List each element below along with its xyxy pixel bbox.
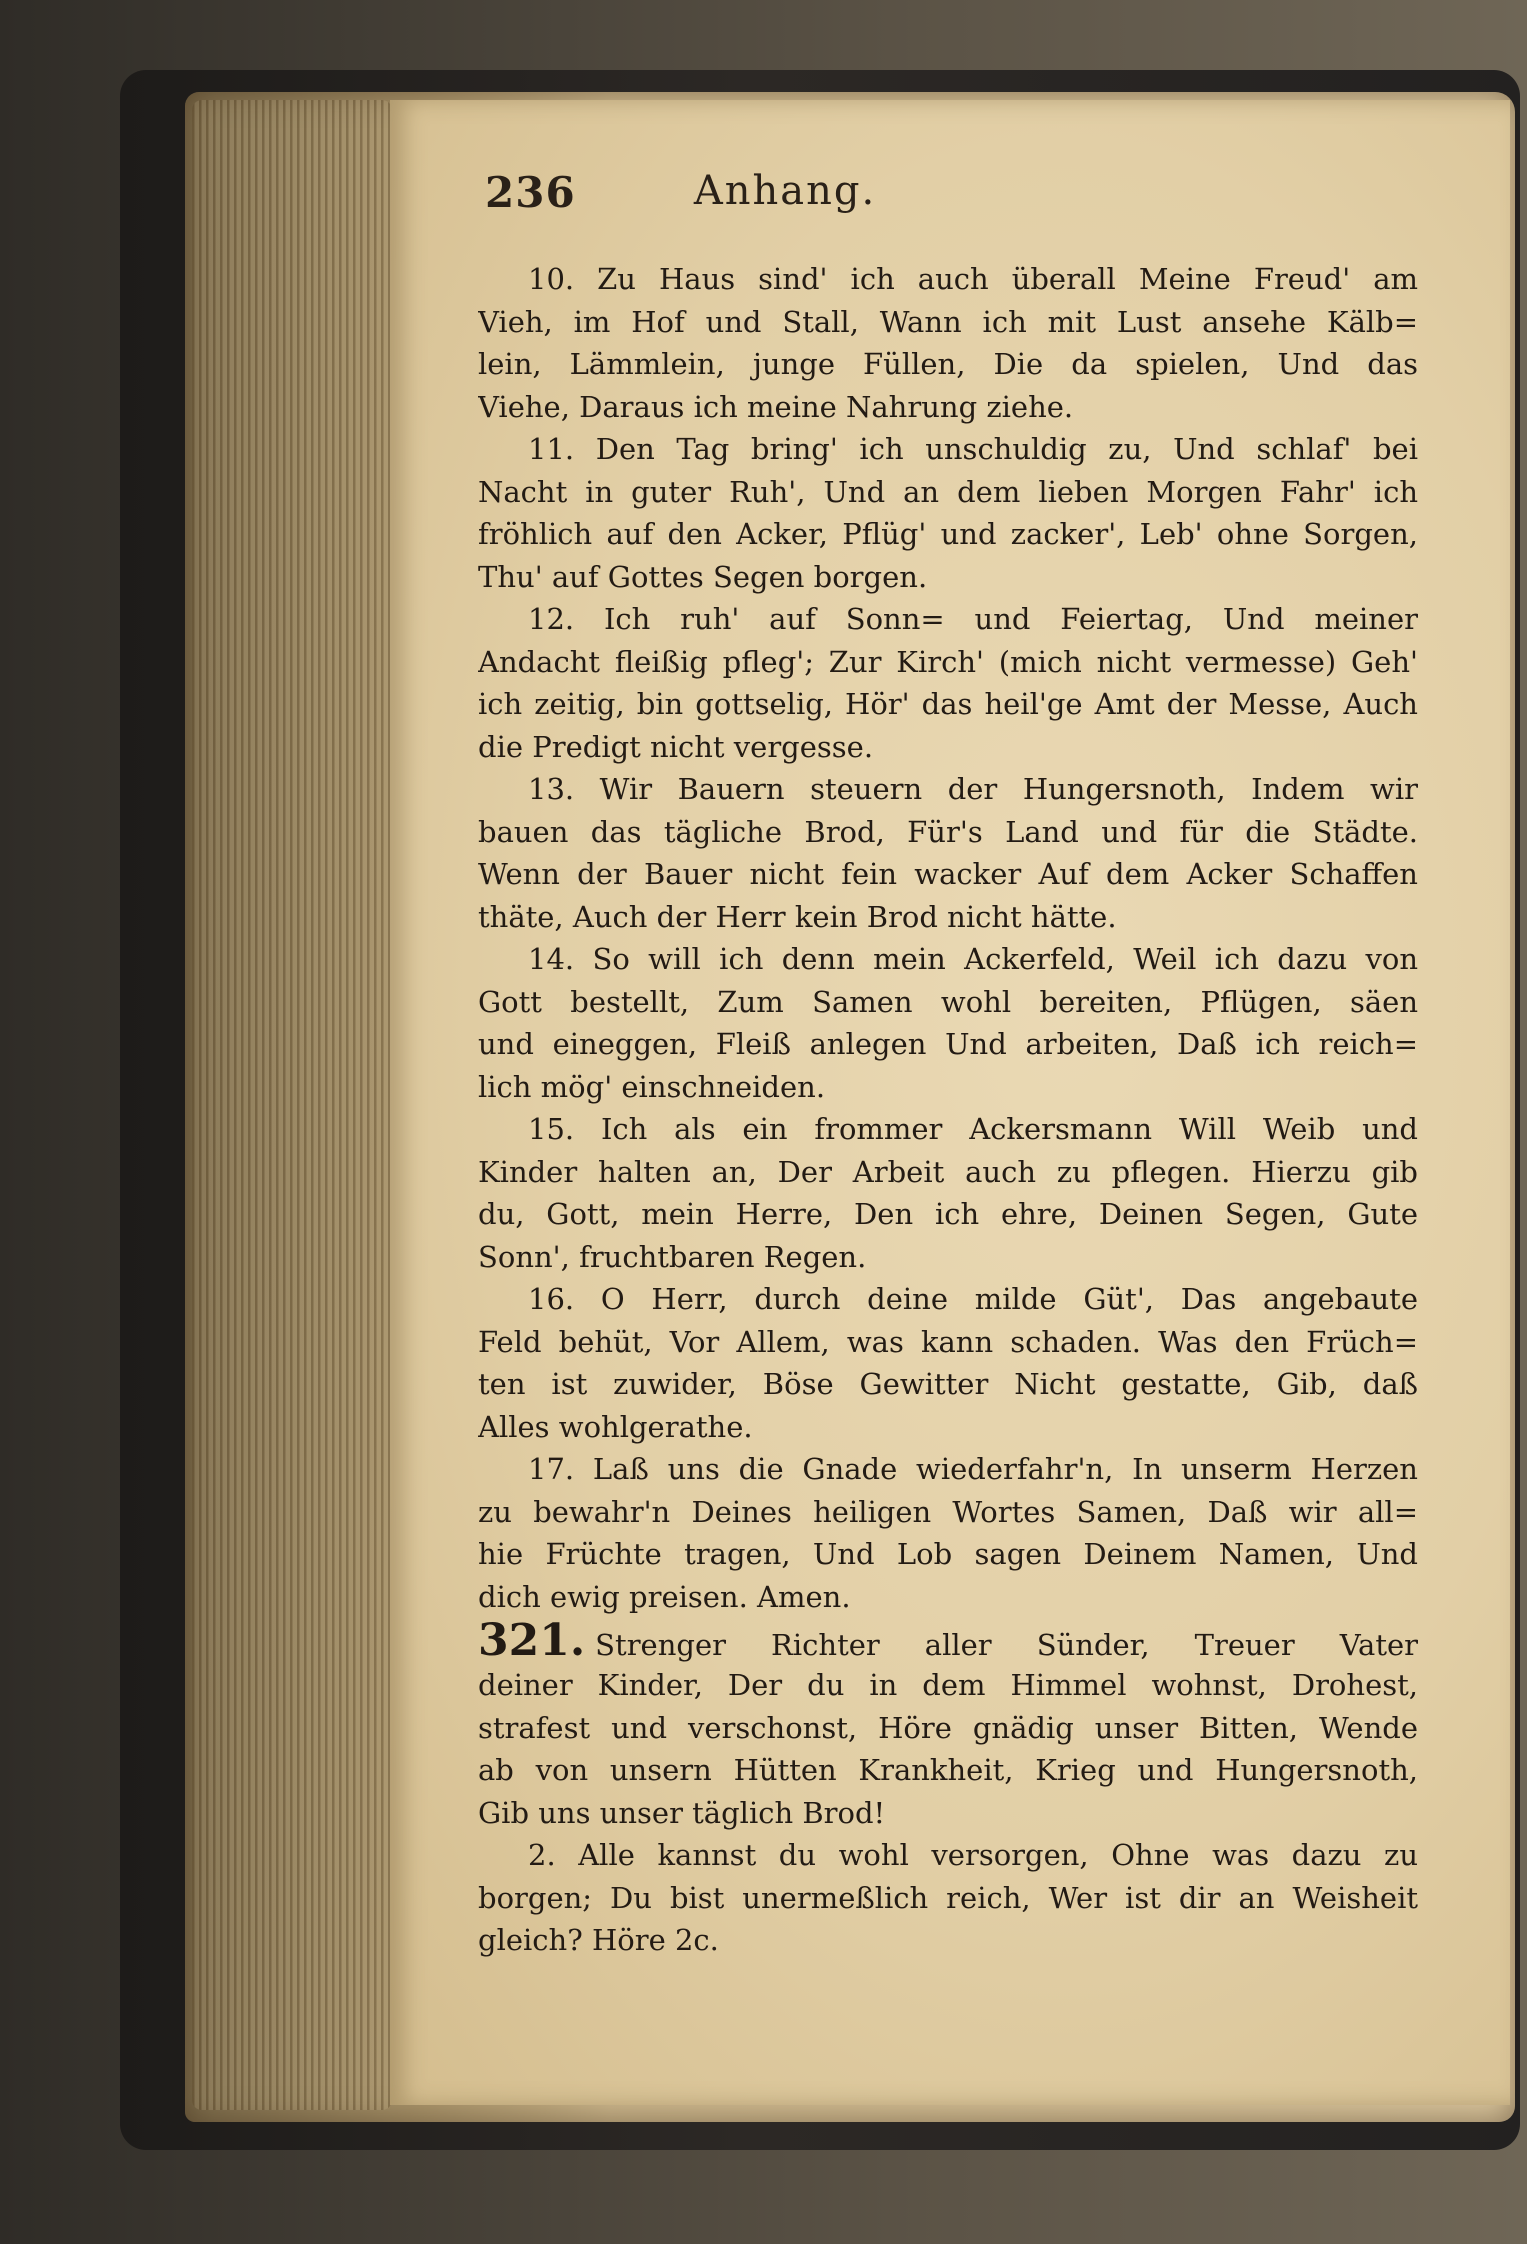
text-line: fröhlich auf den Acker, Pflüg' und zacker', Leb' ohne Sorgen,	[478, 517, 1418, 551]
hymn-first-line-text: Strenger Richter aller Sünder, Treuer Vater	[595, 1628, 1418, 1662]
text-line: lich mög' einschneiden.	[478, 1069, 826, 1104]
text-line: strafest und verschonst, Höre gnädig unser Bitten, Wende	[478, 1710, 1418, 1745]
text-line: 16. O Herr, durch deine milde Güt', Das angebaute	[528, 1282, 1418, 1316]
text-line: 13. Wir Bauern steuern der Hungersnoth, Indem wir	[528, 772, 1418, 806]
text-line: ich zeitig, bin gottselig, Hör' das heil'ge Amt der Messe, Auch	[478, 687, 1418, 721]
text-line: Wenn der Bauer nicht fein wacker Auf dem Acker Schaffen	[478, 857, 1418, 891]
text-line: 15. Ich als ein frommer Ackersmann Will Weib und	[528, 1112, 1418, 1146]
text-line: zu bewahr'n Deines heiligen Wortes Samen, Daß wir all=	[478, 1494, 1418, 1529]
text-line: Viehe, Daraus ich meine Nahrung ziehe.	[478, 389, 1074, 424]
text-line: gleich? Höre 2c.	[478, 1923, 719, 1957]
text-line: Feld behüt, Vor Allem, was kann schaden. Was den Früch=	[478, 1324, 1418, 1359]
text-line: 17. Laß uns die Gnade wiederfahr'n, In unserm Herzen	[528, 1452, 1418, 1486]
verse-lines	[478, 258, 1418, 1618]
running-head	[485, 168, 1085, 228]
text-line: Nacht in guter Ruh', Und an dem lieben Morgen Fahr' ich	[478, 474, 1418, 509]
text-line: thäte, Auch der Herr kein Brod nicht hätte.	[478, 899, 1117, 934]
text-line: lein, Lämmlein, junge Füllen, Die da spielen, Und das	[478, 347, 1418, 381]
text-line: die Predigt nicht vergesse.	[478, 729, 874, 764]
page-header-title: Anhang.	[693, 168, 877, 214]
text-line: Thu' auf Gottes Segen borgen.	[478, 559, 928, 594]
text-line: dich ewig preisen. Amen.	[478, 1579, 851, 1614]
text-line: Vieh, im Hof und Stall, Wann ich mit Lust ansehe Kälb=	[478, 304, 1418, 339]
body-text	[478, 258, 1418, 1962]
text-line: du, Gott, mein Herre, Den ich ehre, Deinen Segen, Gute	[478, 1197, 1418, 1231]
text-line: Sonn', fruchtbaren Regen.	[478, 1239, 867, 1274]
text-line: Gib uns unser täglich Brod!	[478, 1795, 886, 1830]
text-line: Gott bestellt, Zum Samen wohl bereiten, Pflügen, säen	[478, 984, 1418, 1019]
text-line: Kinder halten an, Der Arbeit auch zu pflegen. Hierzu gib	[478, 1154, 1418, 1189]
hymn-number: 321.	[478, 1618, 586, 1664]
text-line: borgen; Du bist unermeßlich reich, Wer ist dir an Weisheit	[478, 1880, 1418, 1915]
text-line: und eineggen, Fleiß anlegen Und arbeiten, Daß ich reich=	[478, 1027, 1418, 1061]
text-line: Alles wohlgerathe.	[478, 1409, 753, 1444]
text-line: deiner Kinder, Der du in dem Himmel wohnst, Drohest,	[478, 1668, 1418, 1702]
hymn-lines	[478, 1664, 1418, 1962]
text-line: 2. Alle kannst du wohl versorgen, Ohne was dazu zu	[528, 1838, 1418, 1872]
text-line: hie Früchte tragen, Und Lob sagen Deinem Namen, Und	[478, 1537, 1418, 1571]
page-edges	[192, 100, 392, 2110]
hymn-first-line	[478, 1618, 1418, 1664]
text-line: bauen das tägliche Brod, Für's Land und für die Städte.	[478, 814, 1418, 849]
text-line: 14. So will ich denn mein Ackerfeld, Weil ich dazu von	[528, 942, 1418, 976]
text-line: ten ist zuwider, Böse Gewitter Nicht gestatte, Gib, daß	[478, 1367, 1418, 1401]
text-line: 11. Den Tag bring' ich unschuldig zu, Und schlaf' bei	[528, 432, 1418, 466]
page-number: 236	[485, 168, 576, 217]
text-line: ab von unsern Hütten Krankheit, Krieg und Hungersnoth,	[478, 1753, 1418, 1787]
text-line: Andacht fleißig pfleg'; Zur Kirch' (mich nicht vermesse) Geh'	[478, 644, 1418, 679]
text-line: 12. Ich ruh' auf Sonn= und Feiertag, Und meiner	[528, 602, 1418, 636]
text-line: 10. Zu Haus sind' ich auch überall Meine Freud' am	[528, 262, 1418, 296]
